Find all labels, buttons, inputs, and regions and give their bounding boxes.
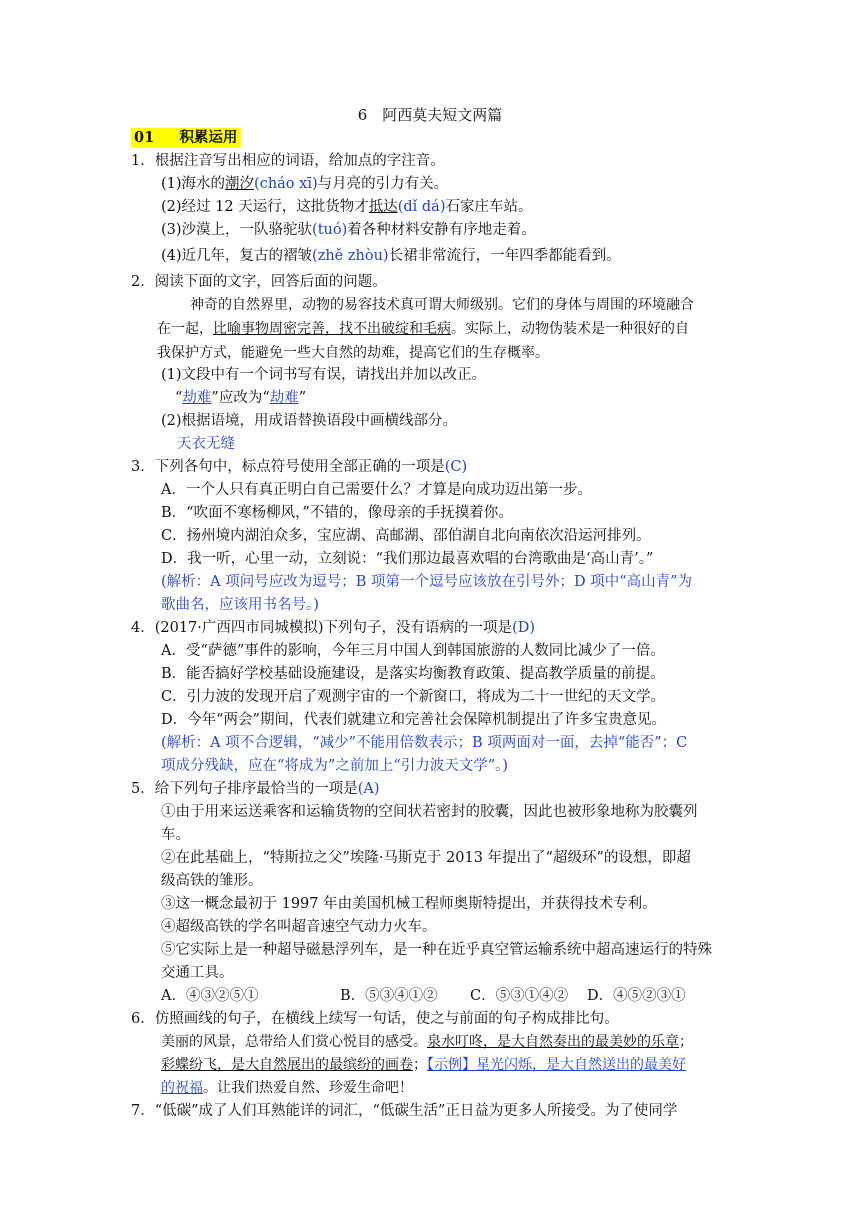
q5-sentence-line-4: 级高铁的雏形。 (161, 873, 263, 889)
q3-stem: 3．下列各句中，标点符号使用全部正确的一项是(C) (131, 459, 468, 475)
q5-sentence-line-1: ①由于用来运送乘客和运输货物的空间状若密封的胶囊，因此也被形象地称为胶囊列 (161, 804, 698, 820)
q5-sentence-line-8: 交通工具。 (161, 965, 234, 981)
q4-option-c: C．引力波的发现开启了观测宇宙的一个新窗口，将成为二十一世纪的天文学。 (161, 689, 666, 705)
q4-option-b: B．能否搞好学校基础设施建设，是落实均衡教育政策、提高教学质量的前提。 (161, 666, 665, 682)
q3-option-b: B．“吹面不寒杨柳风，”不错的，像母亲的手抚摸着你。 (161, 505, 513, 521)
q6-stem: 6．仿照画线的句子，在横线上续写一句话，使之与前面的句子构成排比句。 (131, 1011, 619, 1027)
q4-option-a: A．受“萨德”事件的影响，今年三月中国人到韩国旅游的人数同比减少了一倍。 (161, 643, 665, 659)
q3-option-a: A．一个人只有真正明白自己需要什么？才算是向成功迈出第一步。 (161, 482, 592, 498)
q1-item-4: (4)近几年，复古的褶皱(zhě zhòu)长裙非常流行，一年四季都能看到。 (161, 248, 621, 264)
q2-passage-line-3: 我保护方式，能避免一些大自然的劫难，提高它们的生存概率。 (157, 345, 549, 361)
q6-line-2: 彩蝶纷飞，是大自然展出的最缤纷的画卷；【示例】星光闪烁，是大自然送出的最美好 (161, 1057, 686, 1073)
q2-passage-line-1: 神奇的自然界里，动物的易容技术真可谓大师级别。它们的身体与周围的环境融合 (190, 297, 694, 313)
q5-choice-a: A．④③②⑤① (161, 988, 259, 1004)
q2-sub2: (2)根据语境，用成语替换语段中画横线部分。 (161, 413, 458, 429)
q3-option-c: C．扬州境内湖泊众多，宝应湖、高邮湖、邵伯湖自北向南依次沿运河排列。 (161, 528, 651, 544)
q5-sentence-line-2: 车。 (161, 827, 190, 843)
q7-stem: 7．“低碳”成了人们耳熟能详的词汇，“低碳生活”正日益为更多人所接受。为了使同学 (131, 1103, 678, 1119)
q5-choice-c: C．⑤③①④② (470, 988, 569, 1004)
section-number: 01 (134, 129, 155, 146)
q6-line-3: 的祝福。让我们热爱自然、珍爱生命吧！ (161, 1080, 413, 1096)
q3-analysis-line-2: 歌曲名，应该用书名号。) (161, 597, 319, 613)
section-label: 积累运用 (179, 129, 238, 146)
q1-item-3: (3)沙漠上，一队骆驼驮(tuó)着各种材料安静有序地走着。 (161, 222, 536, 238)
q3-option-d: D．我一听，心里一动，立刻说：“我们那边最喜欢唱的台湾歌曲是‘高山青’。” (161, 551, 654, 567)
q4-analysis-line-1: (解析：A 项不合逻辑，“减少”不能用倍数表示；B 项两面对一面，去掉“能否”；C (161, 735, 688, 751)
q2-passage-line-2: 在一起，比喻事物周密完善，找不出破绽和毛病。实际上，动物伪装术是一种很好的自 (157, 321, 689, 337)
section-header (131, 128, 241, 148)
q2-sub1: (1)文段中有一个词书写有误，请找出并加以改正。 (161, 367, 487, 383)
q5-sentence-line-5: ③这一概念最初于 1997 年由美国机械工程师奥斯特提出，并获得技术专利。 (161, 896, 657, 912)
q5-choice-b: B．⑤③④①② (340, 988, 438, 1004)
q1-stem: 1．根据注音写出相应的词语，给加点的字注音。 (131, 153, 445, 169)
q2-sub2-answer: 天衣无缝 (177, 436, 235, 452)
q3-analysis-line-1: (解析：A 项问号应改为逗号；B 项第一个逗号应该放在引号外；D 项中“高山青”为 (161, 574, 693, 590)
page-title: 6 阿西莫夫短文两篇 (357, 106, 503, 124)
q4-analysis-line-2: 项成分残缺，应在“将成为”之前加上“引力波天文学”。) (161, 758, 509, 774)
q4-stem: 4．(2017·广西四市同城模拟)下列句子，没有语病的一项是(D) (131, 620, 536, 636)
q6-line-1: 美丽的风景，总带给人们赏心悦目的感受。泉水叮咚，是大自然奏出的最美妙的乐章； (161, 1034, 693, 1050)
q2-stem: 2．阅读下面的文字，回答后面的问题。 (131, 274, 387, 290)
q5-stem: 5．给下列句子排序最恰当的一项是(A) (131, 781, 380, 797)
q1-item-2: (2)经过 12 天运行，这批货物才抵达(dǐ dá)石家庄车站。 (161, 199, 533, 215)
q5-sentence-line-3: ②在此基础上，“特斯拉之父”埃隆·马斯克于 2013 年提出了“超级环”的设想，即超 (161, 850, 691, 866)
q4-option-d: D．今年“两会”期间，代表们就建立和完善社会保障机制提出了许多宝贵意见。 (161, 712, 666, 728)
q5-sentence-line-6: ④超级高铁的学名叫超音速空气动力火车。 (161, 919, 437, 935)
q5-sentence-line-7: ⑤它实际上是一种超导磁悬浮列车，是一种在近乎真空管运输系统中超高速运行的特殊 (161, 942, 712, 958)
q2-sub1-answer: “劫难”应改为“劫难” (175, 390, 307, 406)
q1-item-1: (1)海水的潮汐(cháo xī)与月亮的引力有关。 (161, 176, 449, 192)
q5-choice-d: D．④⑤②③① (587, 988, 686, 1004)
